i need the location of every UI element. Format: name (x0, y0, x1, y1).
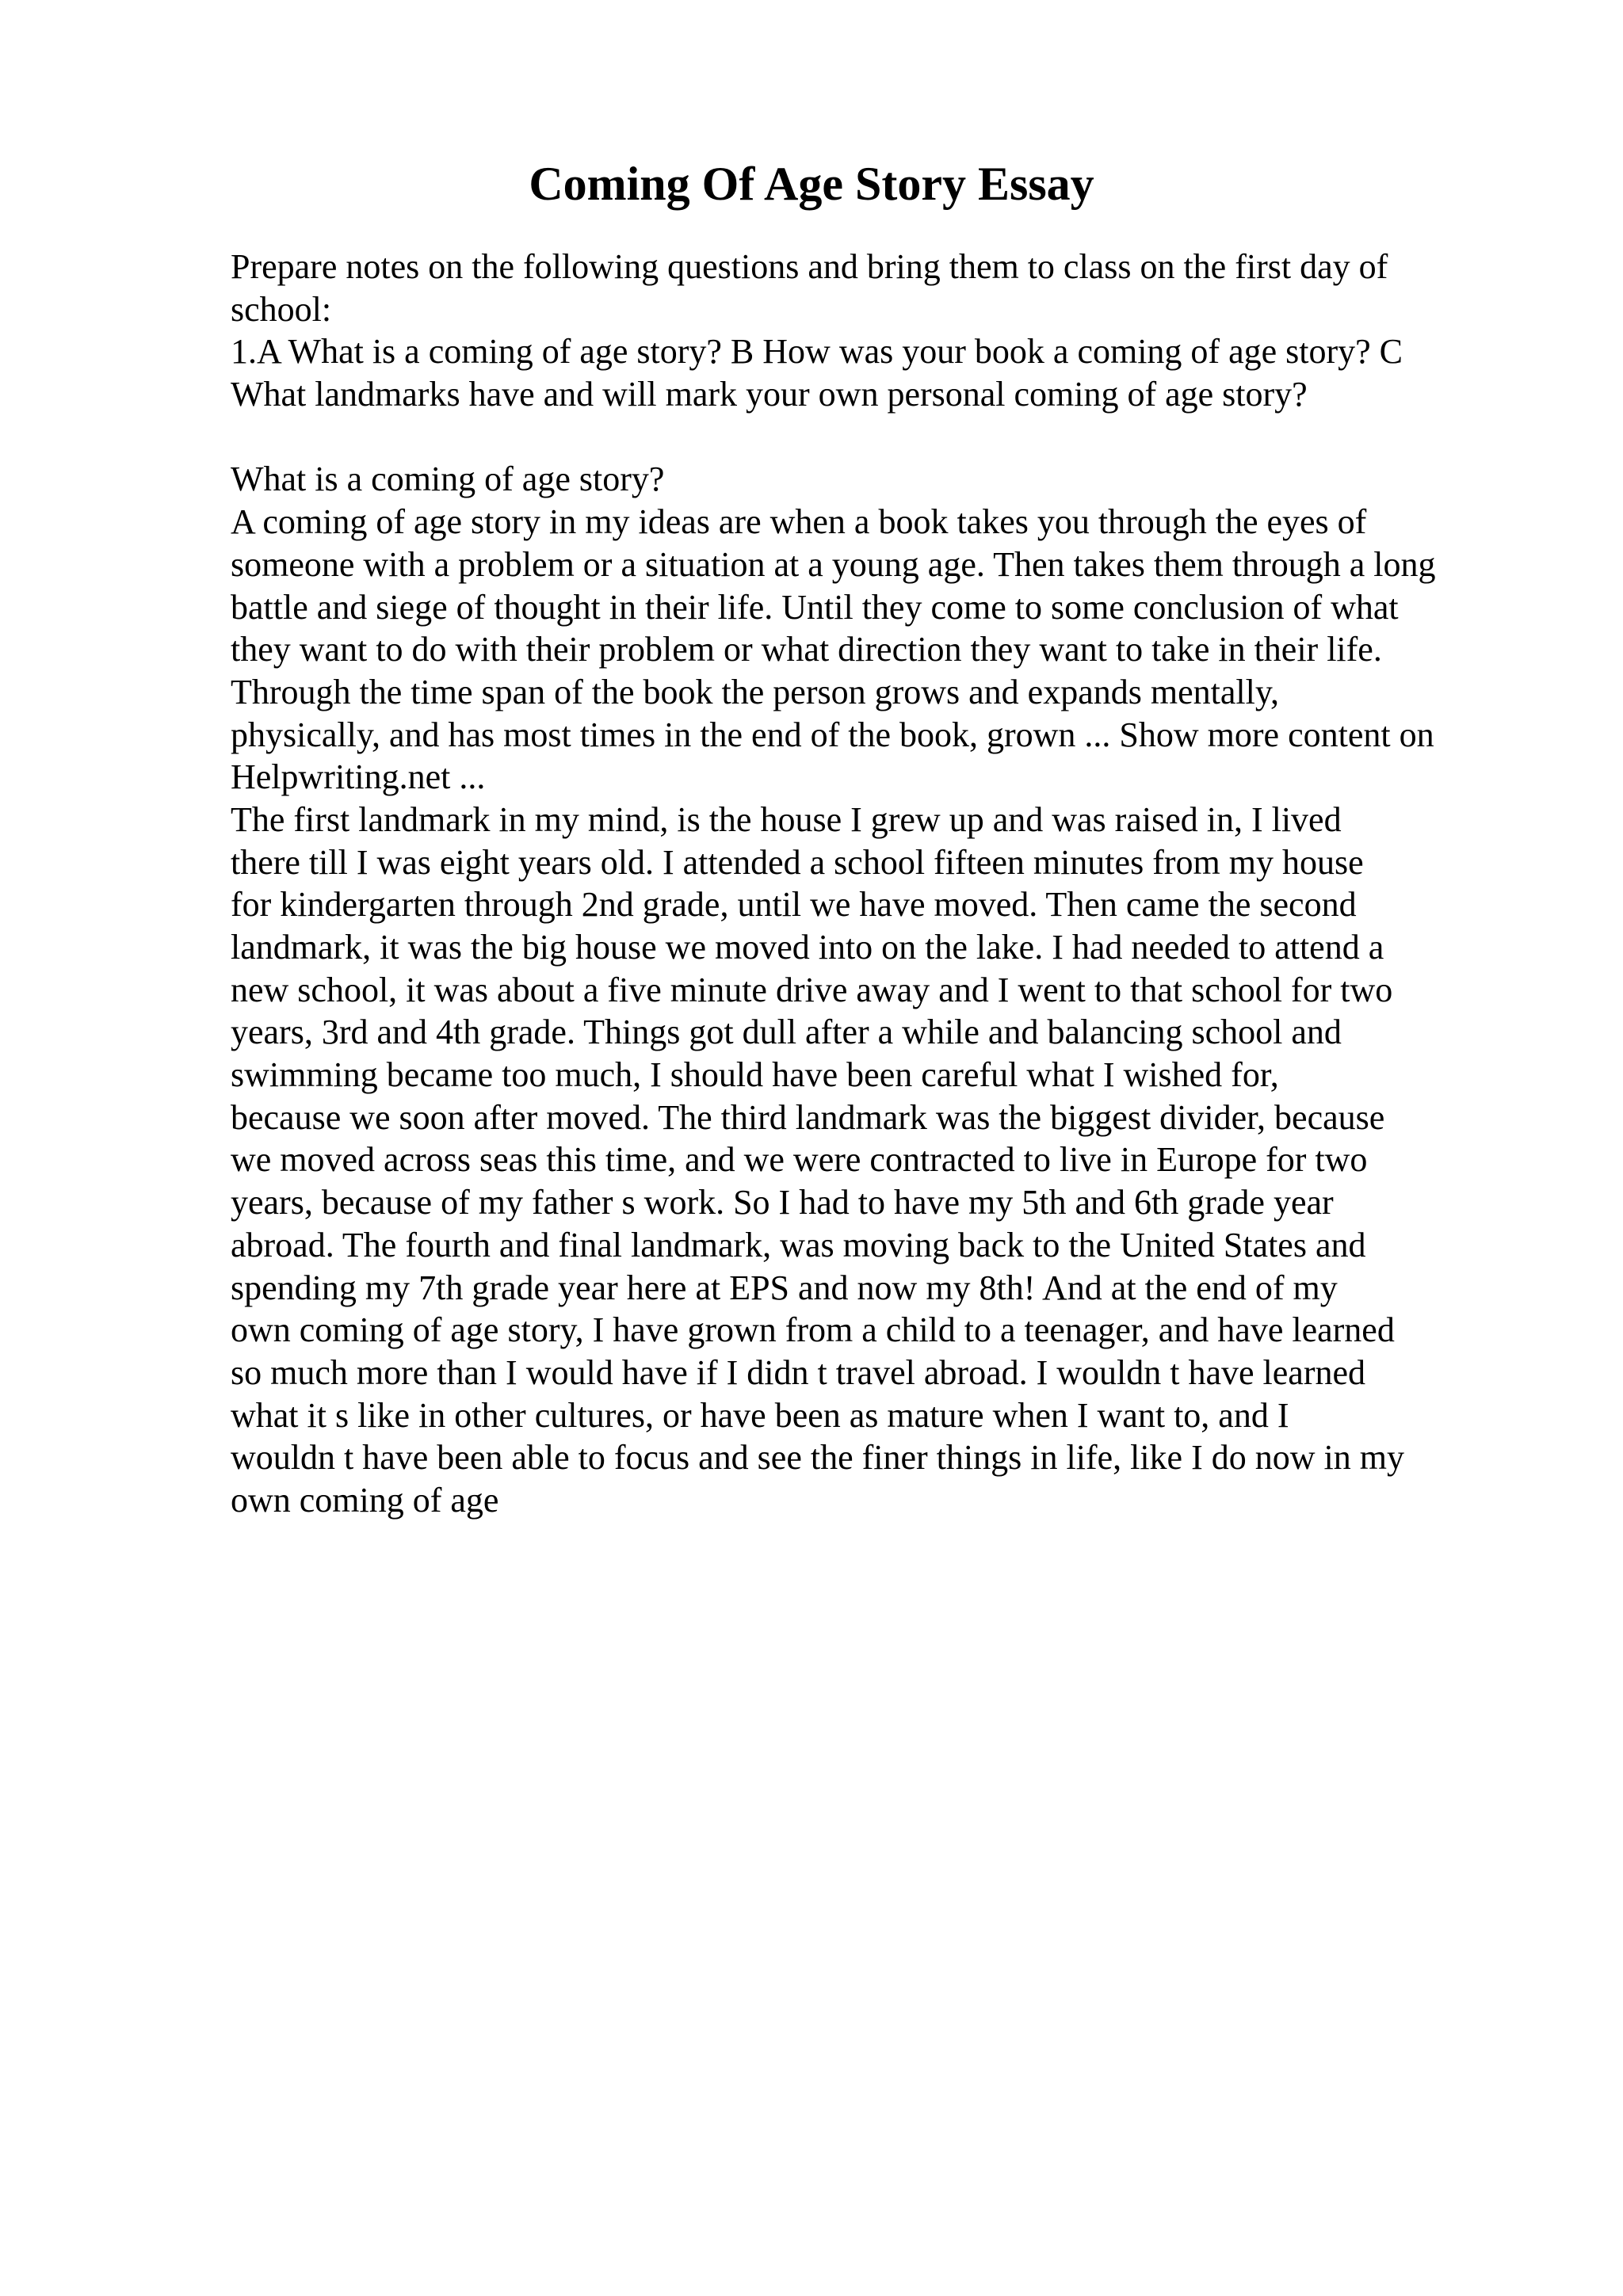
document-body (231, 246, 1530, 1522)
blank-line (231, 416, 1530, 459)
text-line: what it s like in other cultures, or have been as mature when I want to, and I (231, 1395, 1289, 1435)
text-line: so much more than I would have if I didn t travel abroad. I wouldn t have learned (231, 1352, 1365, 1392)
text-line: landmark, it was the big house we moved into on the lake. I had needed to attend a (231, 928, 1384, 967)
text-line: Through the time span of the book the person grows and expands mentally, (231, 672, 1279, 711)
text-line: for kindergarten through 2nd grade, until we have moved. Then came the second (231, 885, 1357, 925)
text-line: years, because of my father s work. So I had to have my 5th and 6th grade year (231, 1183, 1334, 1222)
text-line: there till I was eight years old. I attended a school fifteen minutes from my house (231, 842, 1364, 882)
text-line: they want to do with their problem or what direction they want to take in their life. (231, 630, 1382, 669)
text-line: A coming of age story in my ideas are when a book takes you through the eyes of (231, 502, 1367, 542)
text-line: own coming of age story, I have grown from a child to a teenager, and have learned (231, 1310, 1395, 1350)
text-line: own coming of age (231, 1480, 499, 1520)
text-line: What is a coming of age story? (231, 460, 665, 499)
text-line: What landmarks have and will mark your own personal coming of age story? (231, 375, 1308, 414)
text-line: wouldn t have been able to focus and see the finer things in life, like I do now in my (231, 1438, 1404, 1478)
text-line: years, 3rd and 4th grade. Things got dull after a while and balancing school and (231, 1013, 1342, 1052)
text-line: school: (231, 289, 332, 329)
text-line: physically, and has most times in the end of the book, grown ... Show more content on (231, 715, 1434, 754)
text-line: Prepare notes on the following questions and bring them to class on the first day of (231, 247, 1388, 286)
text-line: new school, it was about a five minute drive away and I went to that school for two (231, 970, 1393, 1009)
text-line: 1.A What is a coming of age story? B How was your book a coming of age story? C (231, 332, 1403, 372)
document-title: Coming Of Age Story Essay (529, 158, 1094, 210)
text-line: Helpwriting.net ... (231, 757, 486, 797)
text-line: battle and siege of thought in their life. Until they come to some conclusion of what (231, 587, 1399, 627)
text-line: spending my 7th grade year here at EPS and now my 8th! And at the end of my (231, 1268, 1338, 1307)
text-line: abroad. The fourth and final landmark, was moving back to the United States and (231, 1225, 1366, 1264)
text-line: The first landmark in my mind, is the house I grew up and was raised in, I lived (231, 799, 1342, 839)
text-line: swimming became too much, I should have been careful what I wished for, (231, 1055, 1279, 1095)
text-line: we moved across seas this time, and we were contracted to live in Europe for two (231, 1140, 1368, 1180)
text-line: because we soon after moved. The third landmark was the biggest divider, because (231, 1097, 1385, 1137)
text-line: someone with a problem or a situation at a young age. Then takes them through a long (231, 544, 1436, 584)
